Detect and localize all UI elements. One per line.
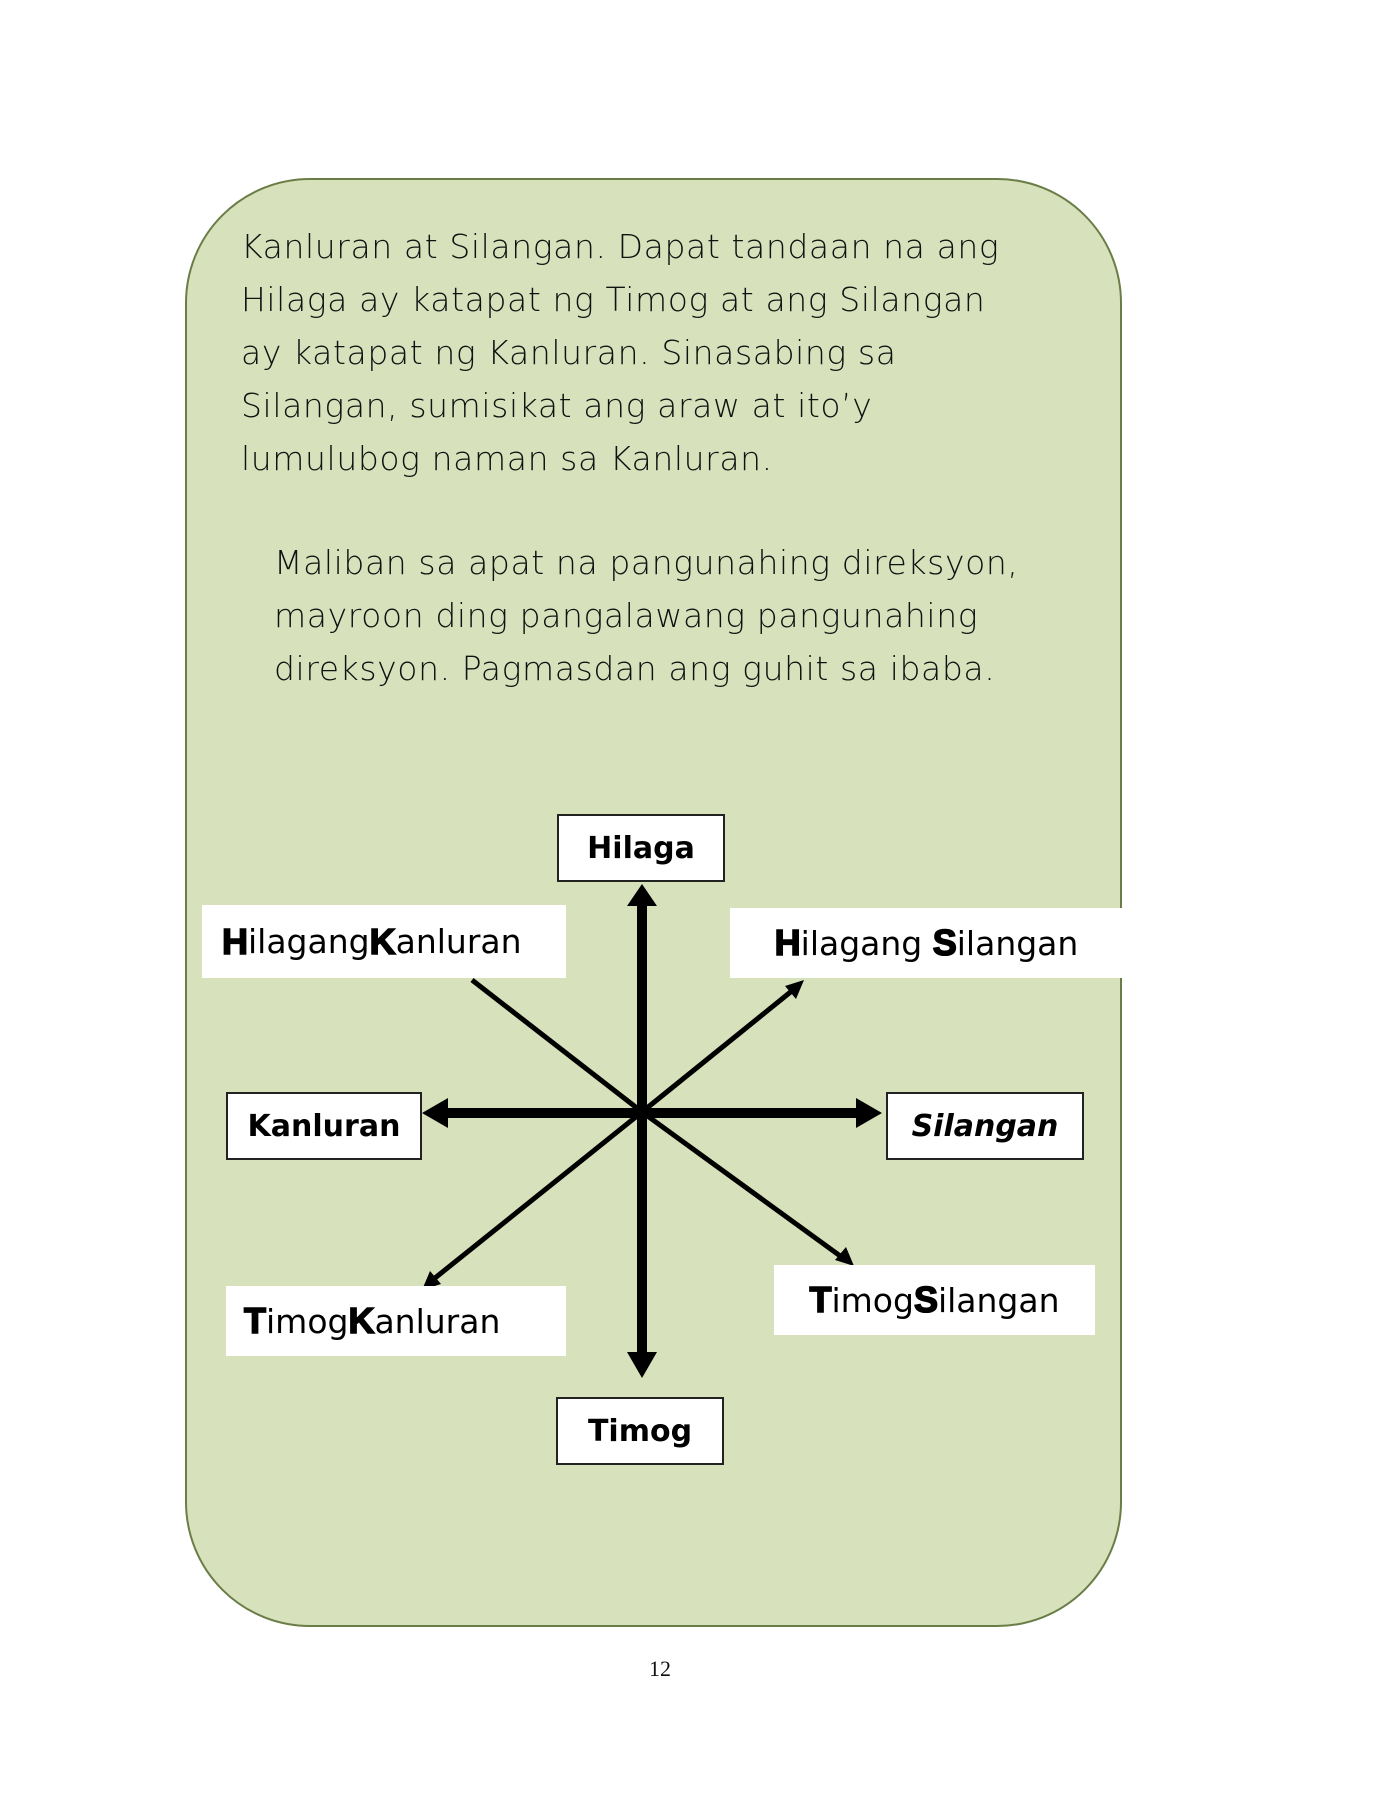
label-northeast-text: ilagang [800,923,933,963]
north-arrowhead-icon [627,884,657,906]
label-west-text: Kanluran [247,1108,401,1144]
text-line: Silangan, sumisikat ang araw at ito’y [241,386,873,425]
label-north-text: Hilaga [587,830,695,866]
text-line: mayroon ding pangalawang pangunahing [274,596,979,635]
label-northwest-initial: K [369,920,396,962]
label-northeast-initial: H [774,922,801,963]
label-northwest-initial: H [222,920,248,962]
text-line: Maliban sa apat na pangunahing direksyon, [274,543,1019,582]
east-arrowhead-icon [856,1098,882,1128]
label-southwest-initial: K [348,1300,375,1341]
label-south [556,1397,724,1465]
text-line: direksyon. Pagmasdan ang guhit sa ibaba. [274,649,996,688]
west-arrowhead-icon [422,1098,448,1128]
page-number: 12 [649,1656,671,1681]
label-northwest [202,905,566,978]
label-northwest-text: ilagang [248,922,370,961]
label-southwest [226,1286,566,1356]
label-northeast-initial: S [932,922,957,963]
label-southeast-initial: T [809,1279,832,1320]
text-line: lumulubog naman sa Kanluran. [241,439,773,478]
south-arrowhead-icon [627,1352,657,1378]
label-west [226,1092,422,1160]
label-southeast-text: imog [831,1280,914,1320]
southwest-line [430,1112,642,1282]
label-southeast-initial: S [913,1279,938,1320]
text-line: Hilaga ay katapat ng Timog at ang Silangan [241,280,986,319]
label-northeast-text: ilangan [956,923,1079,963]
label-east [886,1092,1084,1160]
label-southwest-text: imog [266,1301,349,1341]
southeast-line [642,1112,843,1258]
text-line: ay katapat ng Kanluran. Sinasabing sa [241,333,897,372]
label-southwest-initial: T [244,1300,266,1341]
label-south-text: Timog [587,1413,693,1449]
label-northeast [730,908,1123,978]
label-southeast [774,1265,1095,1335]
label-southwest-text: anluran [374,1301,501,1341]
northeast-line [642,990,793,1112]
text-line: Kanluran at Silangan. Dapat tandaan na ang [241,227,1000,266]
label-northwest-text: anluran [395,922,522,961]
northwest-line [472,980,642,1112]
label-east-text: Silangan [911,1108,1059,1144]
label-southeast-text: ilangan [937,1280,1060,1320]
label-north [557,814,725,882]
